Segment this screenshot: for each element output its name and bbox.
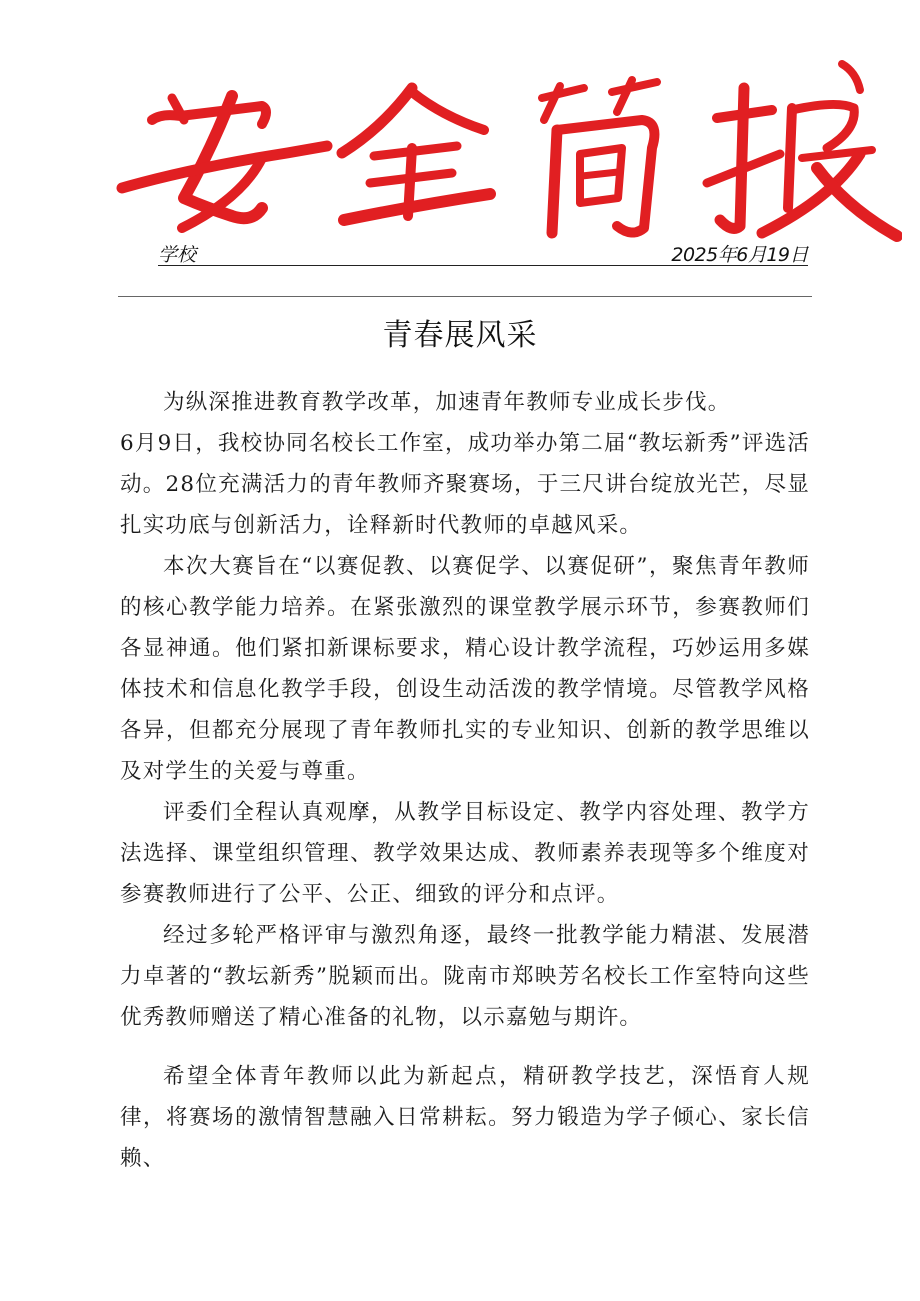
issue-meta-row xyxy=(158,240,808,268)
paragraph: 评委们全程认真观摩，从教学目标设定、教学内容处理、教学方法选择、课堂组织管理、教学效果达成、教师素养表现等多个维度对参赛教师进行了公平、公正、细致的评分和点评。 xyxy=(120,800,810,907)
meta-underline xyxy=(158,265,808,266)
article-headline: 青春展风采 xyxy=(382,318,538,353)
paragraph: 本次大赛旨在“以赛促教、以赛促学、以赛促研”，聚焦青年教师的核心教学能力培养。在紧张激烈的课堂教学展示环节，参赛教师们各显神通。他们紧扣新课标要求，精心设计教学流程，巧妙运用多媒体技术和信息化教学手段，创设生动活泼的教学情境。尽管教学风格各异，但都充分展现了青年教师扎实的专业知识、创新的教学思维以及对学生的关爱与尊重。 xyxy=(120,554,810,784)
school-label: 学校 xyxy=(158,244,197,266)
article-body xyxy=(120,382,810,1179)
masthead-calligraphy-title xyxy=(112,58,902,248)
paragraph: 希望全体青年教师以此为新起点，精研教学技艺，深悟育人规律，将赛场的激情智慧融入日常耕耘。努力锻造为学子倾心、家长信赖、 xyxy=(120,1064,810,1171)
paragraph: 6月9日，我校协同名校长工作室，成功举办第二届“教坛新秀”评选活动。28位充满活力的青年教师齐聚赛场，于三尺讲台绽放光芒，尽显扎实功底与创新活力，诠释新时代教师的卓越风采。 xyxy=(120,431,810,538)
paragraph: 为纵深推进教育教学改革，加速青年教师专业成长步伐。 xyxy=(163,390,731,415)
header-divider xyxy=(118,296,812,297)
paragraph: 经过多轮严格评审与激烈角逐，最终一批教学能力精湛、发展潜力卓著的“教坛新秀”脱颖而出。陇南市郑映芳名校长工作室特向这些优秀教师赠送了精心准备的礼物，以示嘉勉与期许。 xyxy=(120,923,810,1030)
issue-date: 2025年6月19日 xyxy=(671,244,808,266)
